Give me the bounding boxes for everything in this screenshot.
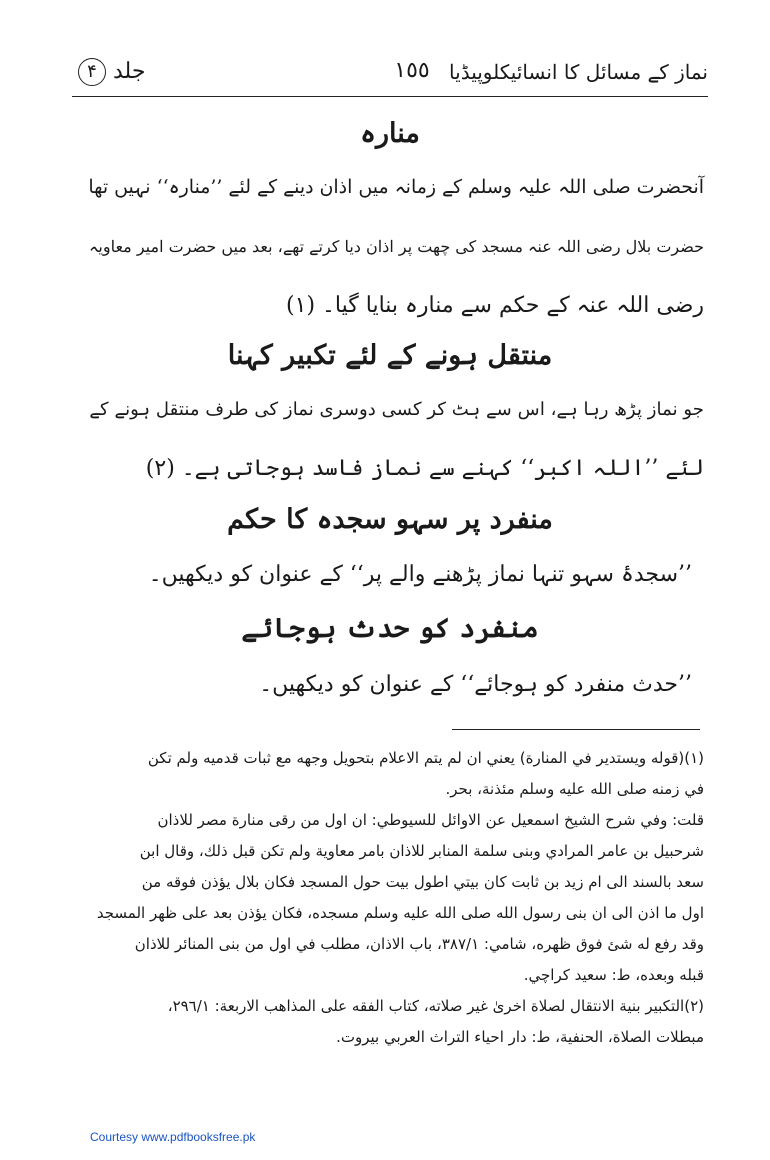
page-header (72, 52, 708, 97)
footnote-line: اول ما اذن الى ان بنى رسول الله صلى الله عليه وسلم مسجده، فكان يؤذن بعد على ظهر المسجد (96, 904, 704, 922)
section-body-hadath (76, 655, 692, 714)
body-line: آنحضرت صلی اللہ علیہ وسلم کے زمانہ میں اذان دینے کے لئے ’’منارہ‘‘ نہیں تھا (88, 176, 704, 198)
footnote-line: مبطلات الصلاة، الحنفية، ط: دار احياء التراث العربي بيروت. (336, 1028, 704, 1046)
footnotes (70, 743, 704, 1053)
body-line: ’’سجدۂ سہو تنہا نماز پڑھنے والے پر‘‘ کے عنوان کو دیکھیں۔ (148, 562, 692, 587)
section-body-takbir (76, 380, 704, 498)
section-heading-sahw: منفرد پر سہو سجدہ کا حکم (227, 504, 553, 535)
body-line: لئے ’’اللہ اکبر‘‘ کہنے سے نماز فاسد ہوجاتی ہے۔ (۲) (145, 456, 704, 481)
footnote-line: سعد بالسند الى ام زيد بن ثابت كان بيتي اطول بيت حول المسجد فكان بلال يؤذن فوقه من (141, 873, 704, 891)
section-heading-hadath: منفرد کو حدث ہوجائے (241, 613, 539, 644)
body-line: حضرت بلال رضی اللہ عنہ مسجد کی چھت پر اذان دیا کرتے تھے، بعد میں حضرت امیر معاویہ (89, 237, 704, 256)
book-title: نماز کے مسائل کا انسائیکلوپیڈیا (449, 60, 708, 84)
footnote-line: (۲)التكبير بنية الانتقال لصلاة اخرىٰ غير صلاته، كتاب الفقه على المذاهب الاربعة: ٢٩٦/١، (167, 997, 704, 1015)
section-heading-minaret: منارہ (360, 118, 420, 149)
courtesy-link[interactable]: Courtesy www.pdfbooksfree.pk (90, 1130, 256, 1144)
section-body-sahw (76, 545, 692, 604)
body-line: رضی اللہ عنہ کے حکم سے منارہ بنایا گیا۔ (۱) (286, 293, 704, 318)
volume-indicator (72, 58, 145, 86)
footnote-line: في زمنه صلى الله عليه وسلم مئذنة، بحر. (445, 780, 704, 798)
page-number: ١٥٥ (394, 58, 430, 83)
footnote-line: (۱)(قوله ويستدير في المنارة) يعني ان لم يتم الاعلام بتحويل وجهه مع ثبات قدميه ولم تكن (147, 749, 704, 767)
footnote-line: قبله وبعده، ط: سعيد كراچي. (523, 966, 704, 984)
section-body-minaret (76, 158, 704, 335)
volume-label: جلد (113, 59, 146, 84)
volume-number: ۴ (78, 58, 106, 86)
section-heading-takbir: منتقل ہونے کے لئے تکبیر کہنا (227, 340, 553, 371)
footnote-divider (452, 729, 700, 730)
body-line: ’’حدث منفرد کو ہوجائے‘‘ کے عنوان کو دیکھیں۔ (259, 672, 692, 697)
footnote-line: شرحبيل بن عامر المرادي وبنى سلمة المنابر للاذان بامر معاوية ولم تكن قبل ذلك، وقال ابن (139, 842, 704, 860)
footnote-line: وقد رفع له شئ فوق ظهره، شامي: ٣٨٧/١، باب الاذان، مطلب في اول من بنى المنائر للاذان (134, 935, 704, 953)
footnote-line: قلت: وفي شرح الشيخ اسمعيل عن الاوائل للسيوطي: ان اول من رقى منارة مصر للاذان (157, 811, 704, 829)
body-line: جو نماز پڑھ رہا ہے، اس سے ہٹ کر کسی دوسری نماز کی طرف منتقل ہونے کے (89, 399, 704, 420)
